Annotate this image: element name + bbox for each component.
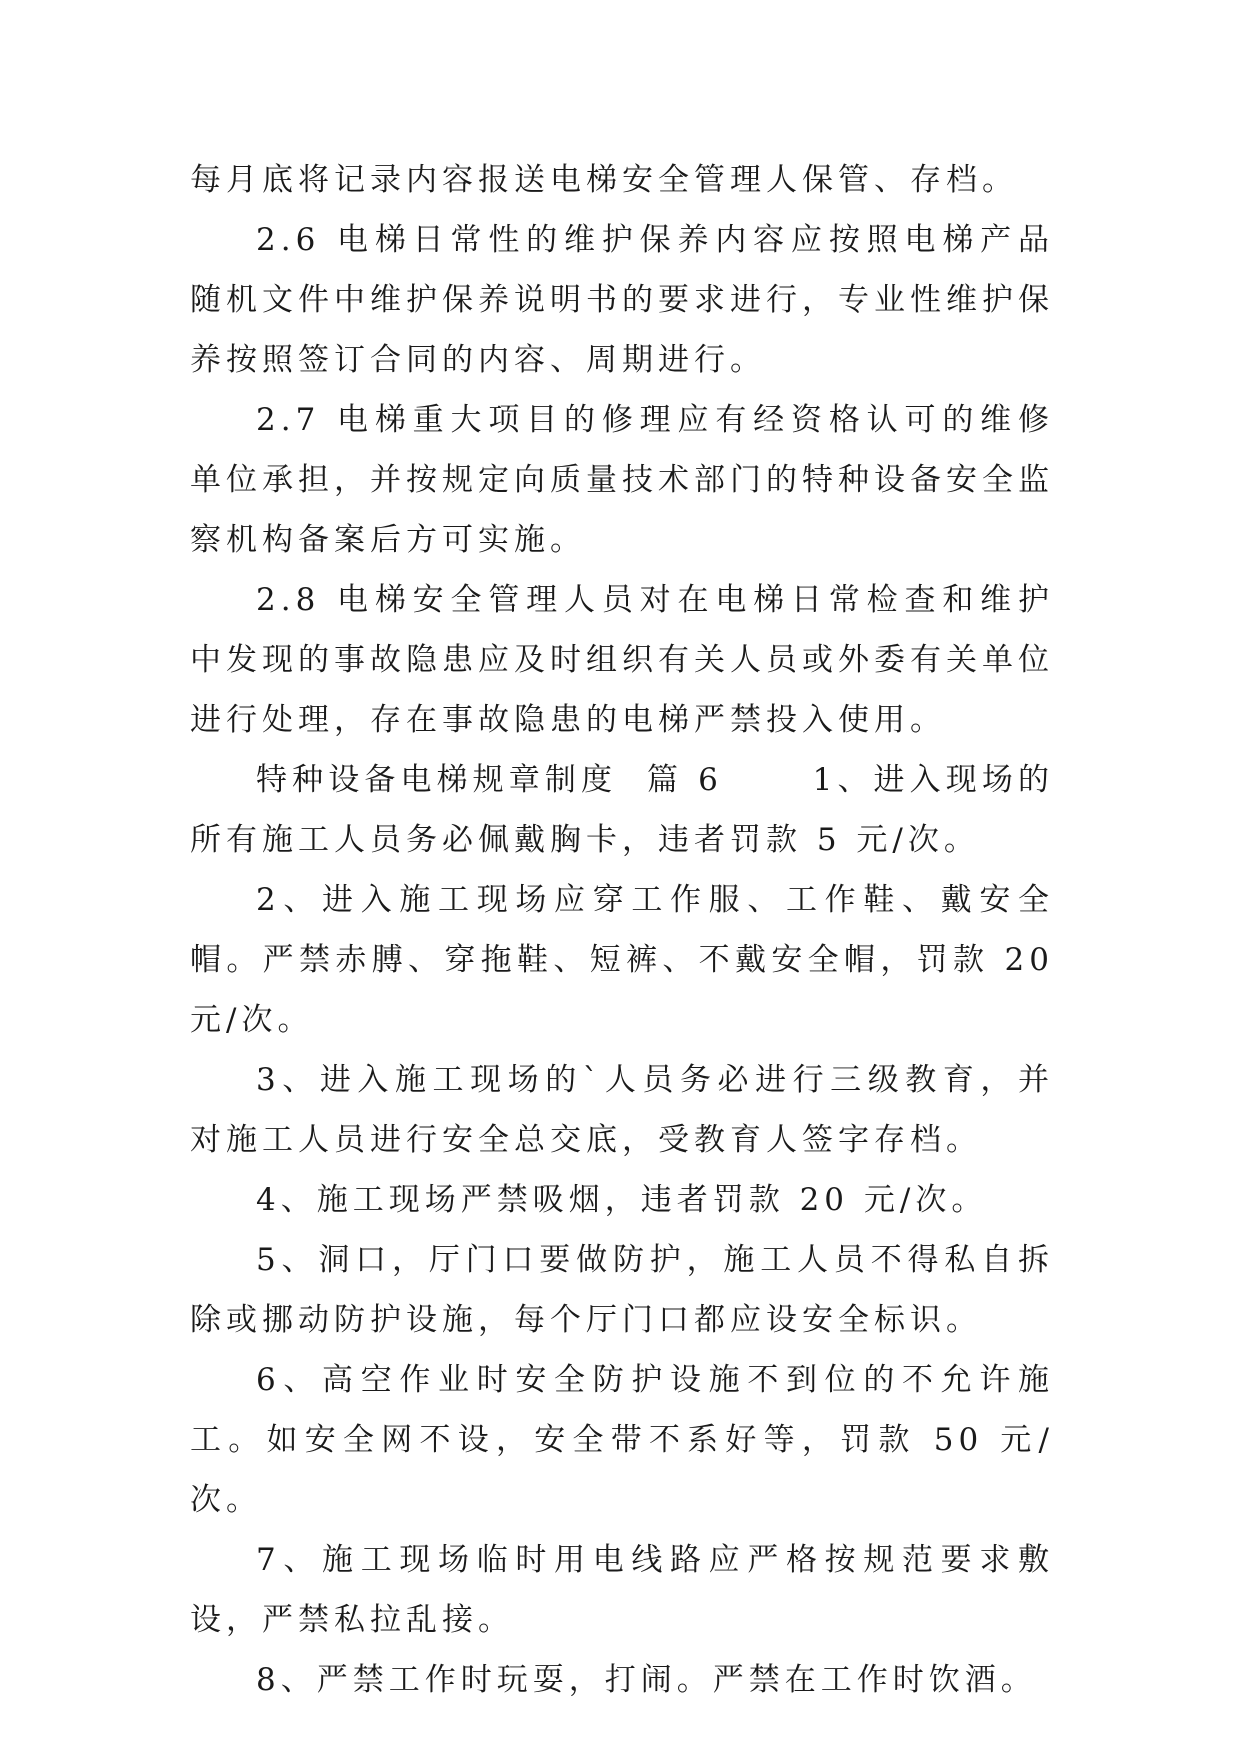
paragraph-item-7: 7、施工现场临时用电线路应严格按规范要求敷设，严禁私拉乱接。	[190, 1542, 1054, 1638]
paragraph-section-6-item-1: 特种设备电梯规章制度 篇 6 1、进入现场的所有施工人员务必佩戴胸卡，违者罚款 5 元/次。	[190, 762, 1054, 858]
paragraph-item-5: 5、洞口，厅门口要做防护，施工人员不得私自拆除或挪动防护设施，每个厅门口都应设安全标识。	[190, 1242, 1054, 1338]
paragraph-item-8: 8、严禁工作时玩耍，打闹。严禁在工作时饮酒。	[256, 1662, 1037, 1698]
paragraph-2-7: 2.7 电梯重大项目的修理应有经资格认可的维修单位承担，并按规定向质量技术部门的特种设备安全监察机构备案后方可实施。	[190, 402, 1054, 558]
paragraph-item-2: 2、进入施工现场应穿工作服、工作鞋、戴安全帽。严禁赤膊、穿拖鞋、短裤、不戴安全帽，罚款 20 元/次。	[190, 882, 1054, 1038]
paragraph-continuation: 每月底将记录内容报送电梯安全管理人保管、存档。	[190, 162, 1018, 198]
paragraph-2-8: 2.8 电梯安全管理人员对在电梯日常检查和维护中发现的事故隐患应及时组织有关人员或外委有关单位进行处理，存在事故隐患的电梯严禁投入使用。	[190, 582, 1054, 738]
paragraph-2-6: 2.6 电梯日常性的维护保养内容应按照电梯产品随机文件中维护保养说明书的要求进行，专业性维护保养按照签订合同的内容、周期进行。	[190, 222, 1054, 378]
document-body	[190, 150, 1054, 1710]
paragraph-item-3: 3、进入施工现场的`人员务必进行三级教育，并对施工人员进行安全总交底，受教育人签字存档。	[190, 1062, 1054, 1158]
paragraph-item-6: 6、高空作业时安全防护设施不到位的不允许施工。如安全网不设，安全带不系好等，罚款 50 元/次。	[190, 1362, 1054, 1518]
paragraph-item-4: 4、施工现场严禁吸烟，违者罚款 20 元/次。	[256, 1182, 988, 1218]
